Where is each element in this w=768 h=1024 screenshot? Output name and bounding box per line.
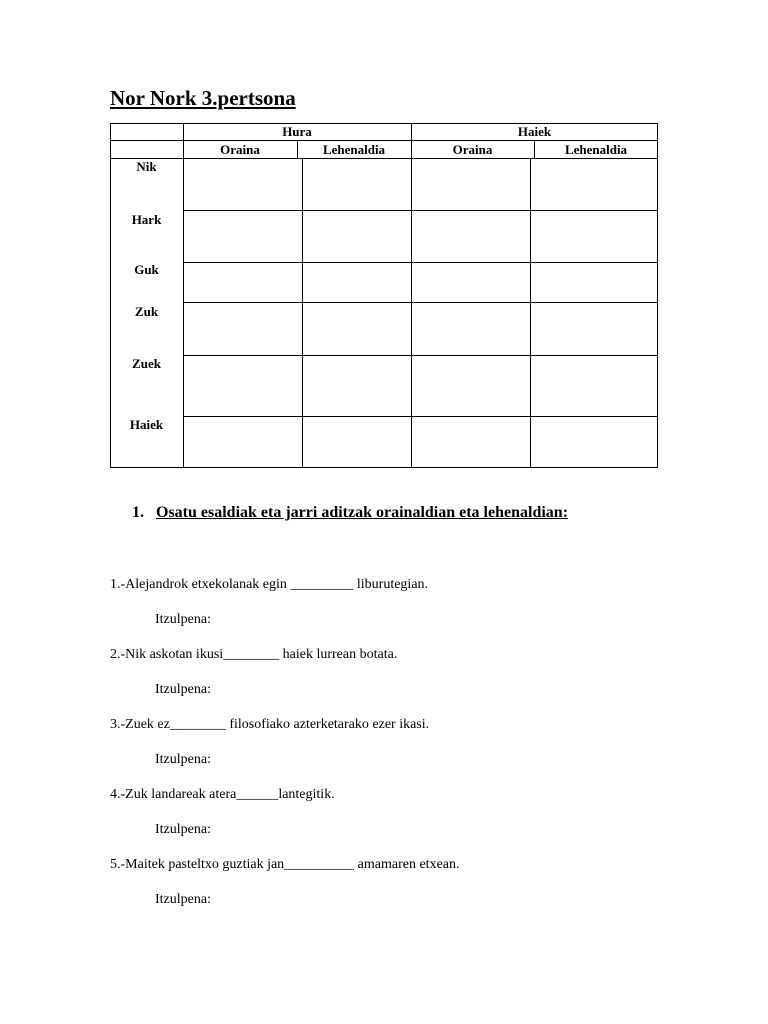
group-header-hura: Hura: [282, 124, 312, 139]
row-label-zuk: Zuk: [134, 304, 159, 319]
row-label-haiek: Haiek: [129, 417, 164, 432]
subheader-haiek-oraina: Oraina: [452, 142, 493, 157]
group-header-haiek: Haiek: [517, 124, 552, 139]
exercise-heading: [132, 504, 568, 522]
exercise-number: 1.: [132, 504, 144, 521]
exercise-heading-text: Osatu esaldiak eta jarri aditzak orainaldian eta lehenaldian:: [156, 504, 569, 521]
row-label-guk: Guk: [134, 262, 159, 277]
translation-label-3: Itzulpena:: [155, 752, 211, 767]
row-label-zuek: Zuek: [132, 356, 161, 371]
translation-label-2: Itzulpena:: [155, 682, 211, 697]
subheader-hura-oraina: Oraina: [220, 142, 260, 157]
row-label-nik: Nik: [136, 159, 157, 174]
sentence-5: 5.-Maitek pasteltxo guztiak jan__________ amamaren etxean.: [110, 857, 460, 872]
translation-label-5: Itzulpena:: [155, 892, 211, 907]
row-label-hark: Hark: [131, 212, 162, 227]
translation-label-4: Itzulpena:: [155, 822, 211, 837]
conjugation-table: [110, 123, 658, 468]
sentence-4: 4.-Zuk landareak atera______lantegitik.: [110, 787, 335, 802]
sentence-3: 3.-Zuek ez________ filosofiako azterketarako ezer ikasi.: [110, 717, 430, 732]
sentence-1: 1.-Alejandrok etxekolanak egin _________ liburutegian.: [110, 577, 429, 592]
subheader-hura-lehenaldia: Lehenaldia: [322, 142, 386, 157]
table-gridlines: [110, 123, 658, 468]
translation-label-1: Itzulpena:: [155, 612, 211, 627]
sentence-2: 2.-Nik askotan ikusi________ haiek lurrean botata.: [110, 647, 398, 662]
subheader-haiek-lehenaldia: Lehenaldia: [564, 142, 628, 157]
page-title: Nor Nork 3.pertsona: [110, 86, 296, 110]
